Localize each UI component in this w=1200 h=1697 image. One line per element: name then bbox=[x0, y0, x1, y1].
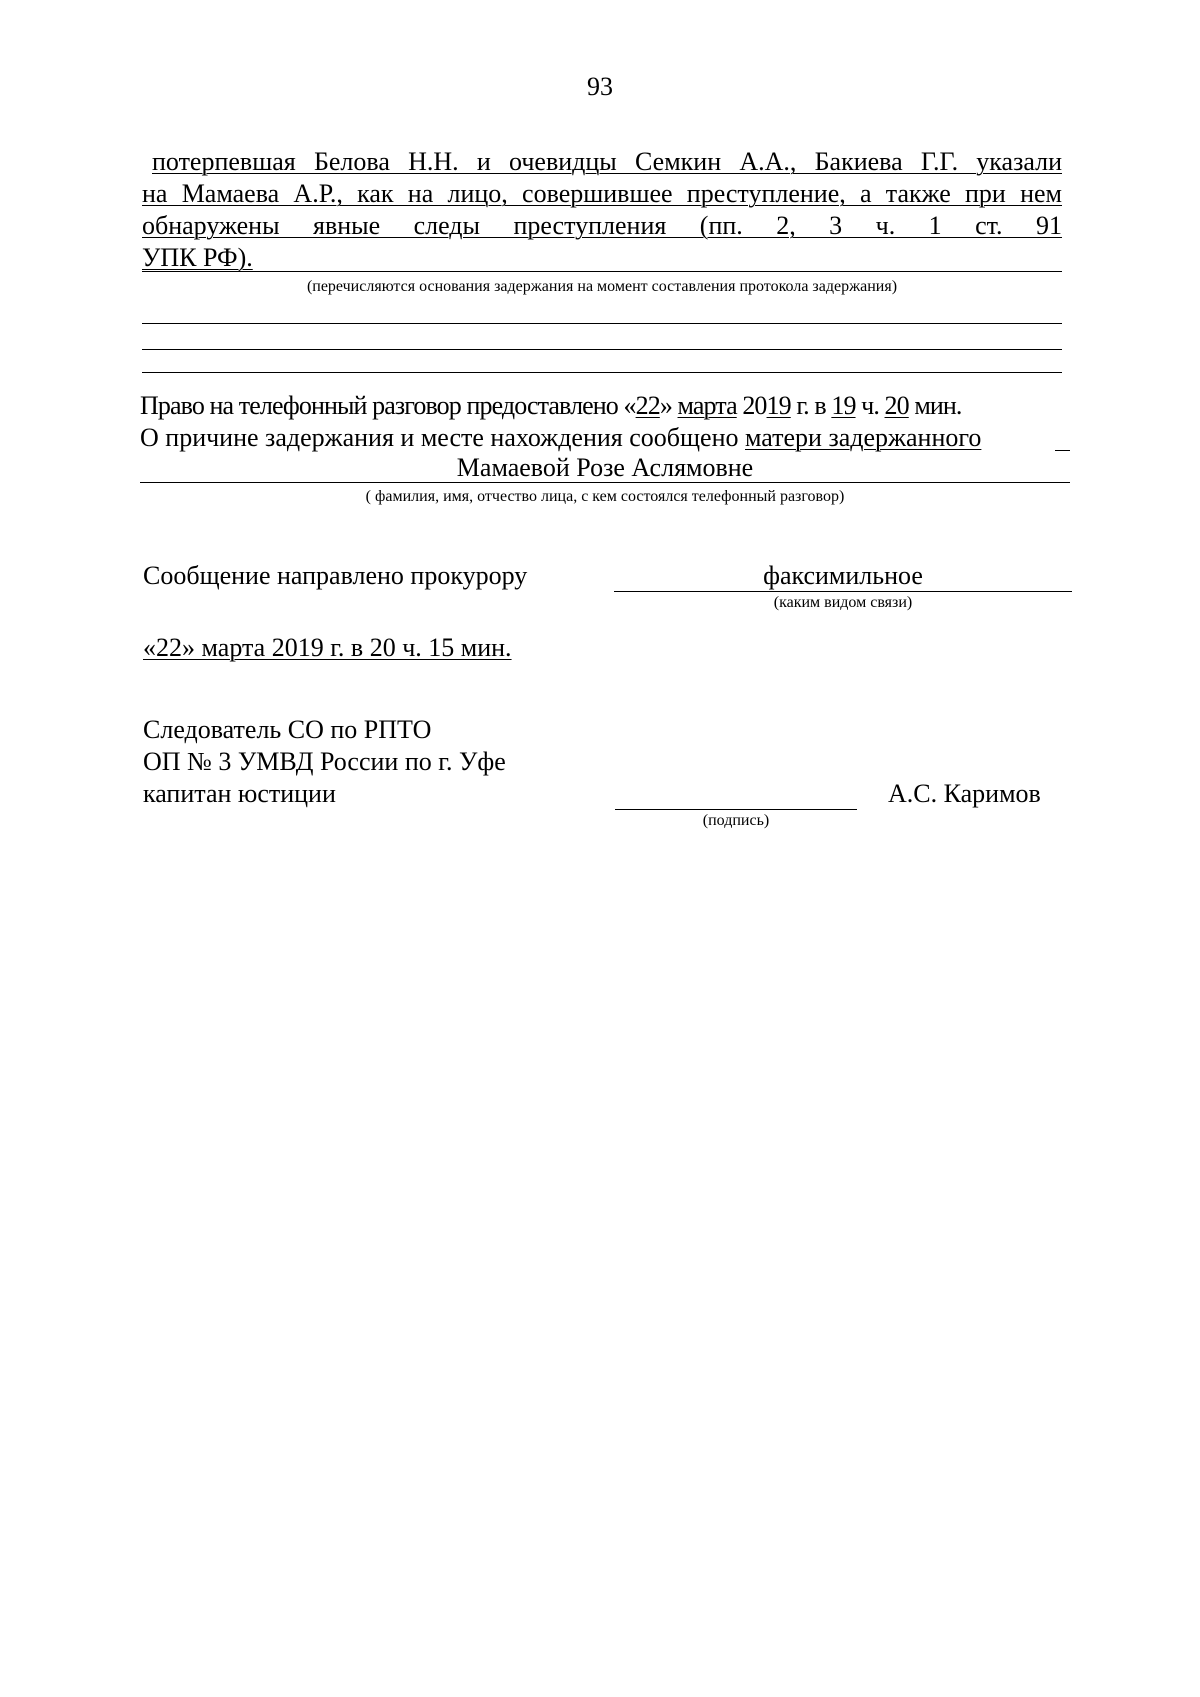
phone-call-line bbox=[140, 390, 962, 422]
blank-rule-2 bbox=[142, 349, 1062, 350]
notified-person-rule bbox=[140, 482, 1070, 483]
notification-whom: матери задержанного bbox=[745, 423, 982, 452]
communication-method: факсимильное bbox=[763, 561, 923, 590]
blank-rule-3 bbox=[142, 372, 1062, 373]
page-number: 93 bbox=[587, 72, 613, 101]
signature-caption: (подпись) bbox=[702, 812, 770, 829]
notified-person-name: Мамаевой Розе Аслямовне bbox=[456, 453, 754, 482]
phone-call-year-prefix: 20 bbox=[736, 391, 767, 420]
phone-call-after-hour: ч. bbox=[855, 391, 885, 420]
notification-prefix: О причине задержания и месте нахождения сообщено bbox=[140, 423, 745, 452]
prosecutor-label: Сообщение направлено прокурору bbox=[143, 561, 528, 590]
prosecutor-datetime: «22» марта 2019 г. в 20 ч. 15 мин. bbox=[143, 633, 512, 662]
phone-call-prefix: Право на телефонный разговор предоставлено « bbox=[140, 391, 636, 420]
notified-person-caption: ( фамилия, имя, отчество лица, с кем состоялся телефонный разговор) bbox=[365, 488, 845, 505]
grounds-line-1: потерпевшая Белова Н.Н. и очевидцы Семкин А.А., Бакиева Г.Г. указали bbox=[152, 147, 1062, 176]
grounds-line-2: на Мамаева А.Р., как на лицо, совершившее преступление, а также при нем bbox=[142, 179, 1062, 208]
phone-call-month: марта bbox=[677, 391, 737, 420]
phone-call-day: 22 bbox=[635, 391, 660, 420]
phone-call-year-suffix: 19 bbox=[766, 391, 791, 420]
investigator-name: А.С. Каримов bbox=[888, 779, 1041, 808]
notification-tail-rule bbox=[1055, 450, 1070, 451]
grounds-line-3: обнаружены явные следы преступления (пп. 2, 3 ч. 1 ст. 91 bbox=[142, 211, 1062, 240]
grounds-caption: (перечисляются основания задержания на момент составления протокола задержания) bbox=[306, 278, 898, 295]
investigator-position-line-1: Следователь СО по РПТО bbox=[143, 715, 432, 744]
phone-call-after-day: » bbox=[659, 391, 678, 420]
signature-rule bbox=[615, 809, 857, 810]
phone-call-after-year: г. в bbox=[790, 391, 832, 420]
phone-call-minute: 20 bbox=[884, 391, 909, 420]
notification-line bbox=[140, 422, 981, 454]
communication-method-caption: (каким видом связи) bbox=[773, 594, 913, 611]
investigator-position-line-3: капитан юстиции bbox=[143, 779, 336, 808]
blank-rule-1 bbox=[142, 323, 1062, 324]
grounds-line-4-fill-rule bbox=[142, 271, 1062, 272]
phone-call-after-minute: мин. bbox=[908, 391, 962, 420]
grounds-line-4: УПК РФ). bbox=[142, 243, 253, 272]
detention-grounds-text bbox=[142, 146, 1062, 274]
communication-method-rule bbox=[614, 591, 1072, 592]
investigator-position-line-2: ОП № 3 УМВД России по г. Уфе bbox=[143, 747, 506, 776]
phone-call-hour: 19 bbox=[831, 391, 856, 420]
